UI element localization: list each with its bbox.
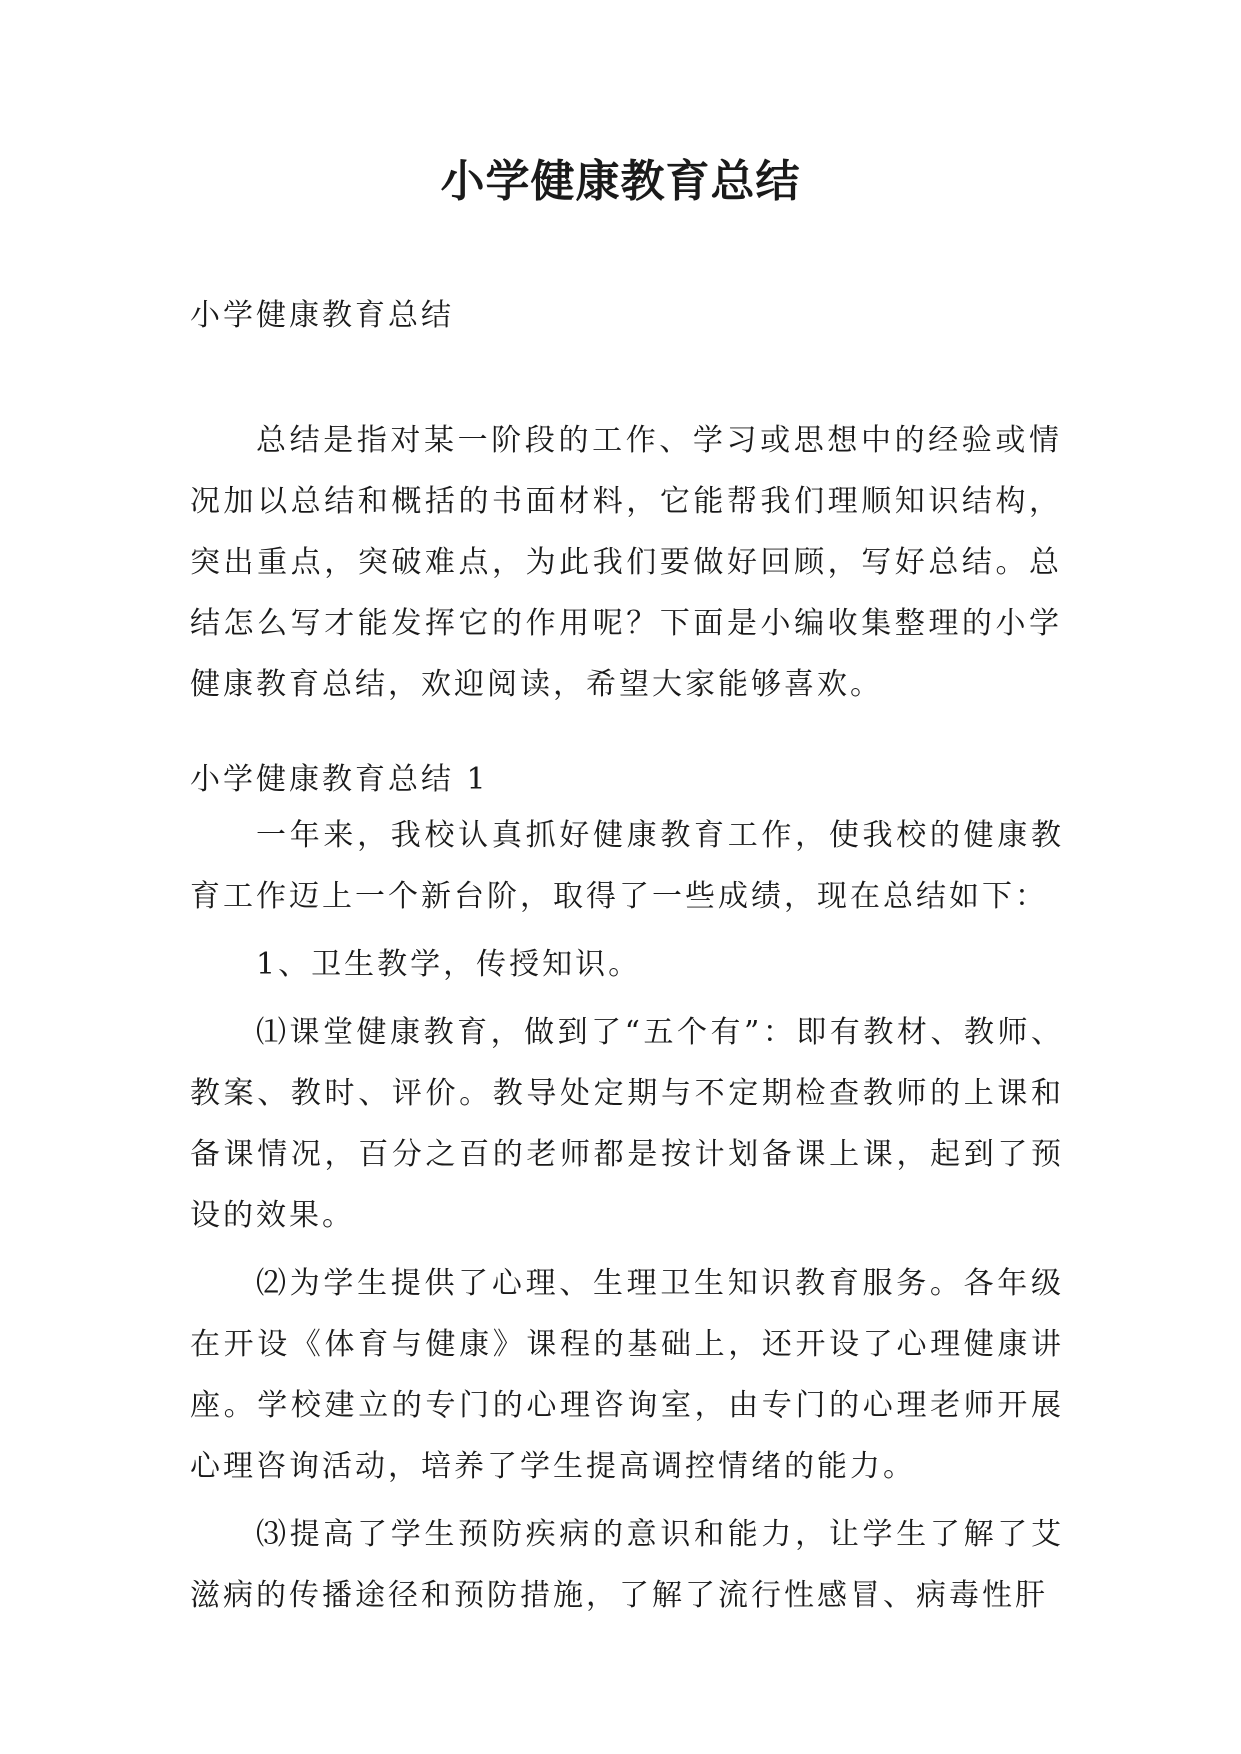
paragraph-item-1: 1、卫生教学，传授知识。 <box>256 947 642 982</box>
paragraph-item-1-1: ⑴课堂健康教育，做到了“五个有”：即有教材、教师、教案、教时、评价。教导处定期与不定期检查教师的上课和备课情况，百分之百的老师都是按计划备课上课，起到了预设的效果。 <box>190 1015 1064 1233</box>
document-title: 小学健康教育总结 <box>440 156 801 207</box>
intro-paragraph: 总结是指对某一阶段的工作、学习或思想中的经验或情况加以总结和概括的书面材料，它能帮我们理顺知识结构，突出重点，突破难点，为此我们要做好回顾，写好总结。总结怎么写才能发挥它的作用呢？下面是小编收集整理的小学健康教育总结，欢迎阅读，希望大家能够喜欢。 <box>190 423 1062 702</box>
document-subtitle: 小学健康教育总结 <box>190 298 454 333</box>
paragraph-item-1-2: ⑵为学生提供了心理、生理卫生知识教育服务。各年级在开设《体育与健康》课程的基础上，还开设了心理健康讲座。学校建立的专门的心理咨询室，由专门的心理老师开展心理咨询活动，培养了学生提高调控情绪的能力。 <box>190 1266 1064 1484</box>
paragraph-item-1-3: ⑶提高了学生预防疾病的意识和能力，让学生了解了艾滋病的传播途径和预防措施，了解了流行性感冒、病毒性肝 <box>190 1517 1064 1613</box>
paragraph-overview: 一年来，我校认真抓好健康教育工作，使我校的健康教育工作迈上一个新台阶，取得了一些成绩，现在总结如下： <box>190 818 1064 914</box>
section-heading: 小学健康教育总结 1 <box>190 762 489 797</box>
section-content <box>190 805 1064 1633</box>
